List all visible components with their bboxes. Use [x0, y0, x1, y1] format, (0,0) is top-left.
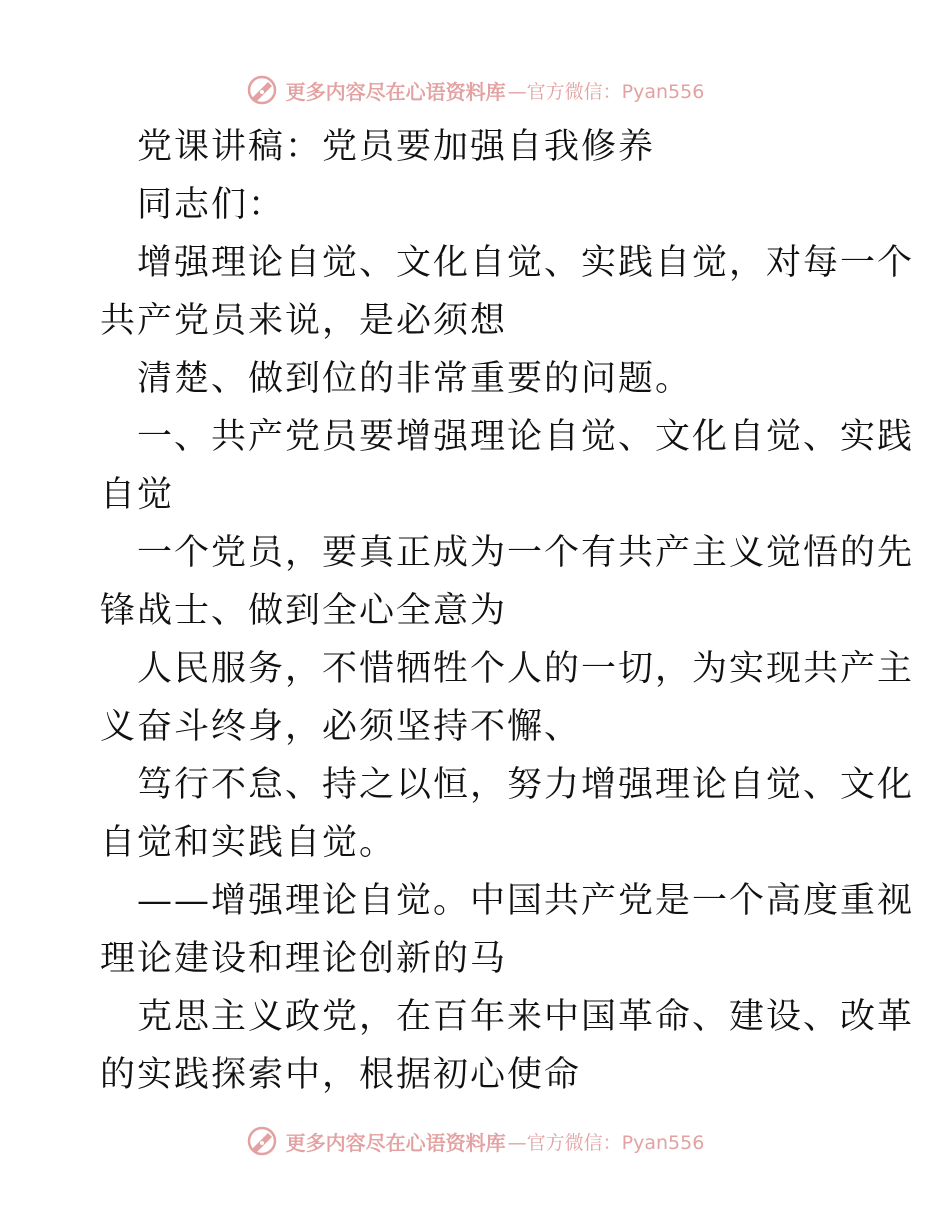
pen-nib-logo-icon [246, 74, 278, 106]
salutation: 同志们： [137, 185, 286, 225]
paragraph-2: 清楚、做到位的非常重要的问题。 [137, 359, 693, 399]
paragraph-6: ——增强理论自觉。中国共产党是一个高度重视 理论建设和理论创新的马 [100, 881, 915, 979]
pen-nib-logo-icon [246, 1125, 278, 1157]
paragraph-4: 人民服务，不惜牺牲个人的一切，为实现共产主 义奋斗终身，必须坚持不懈、 [100, 649, 915, 747]
document-title: 党课讲稿：党员要加强自我修养 [137, 127, 656, 167]
paragraph-7: 克思主义政党，在百年来中国革命、建设、改革 的实践探索中，根据初心使命 [100, 997, 915, 1095]
header-banner [0, 70, 950, 110]
paragraph-5: 笃行不怠、持之以恒，努力增强理论自觉、文化 自觉和实践自觉。 [100, 765, 915, 863]
banner-contact-text: —官方微信：Pyan556 [507, 1131, 705, 1154]
section-heading-1: 一、共产党员要增强理论自觉、文化自觉、实践 自觉 [100, 417, 915, 515]
banner-contact-text: —官方微信：Pyan556 [507, 80, 705, 103]
footer-banner [0, 1121, 950, 1161]
document-body [100, 118, 915, 1104]
banner-brand-text: 更多内容尽在心语资料库 [285, 1130, 506, 1155]
paragraph-3: 一个党员，要真正成为一个有共产主义觉悟的先 锋战士、做到全心全意为 [100, 533, 915, 631]
banner-brand-text: 更多内容尽在心语资料库 [285, 79, 506, 104]
paragraph-1: 增强理论自觉、文化自觉、实践自觉，对每一个 共产党员来说，是必须想 [100, 243, 915, 341]
